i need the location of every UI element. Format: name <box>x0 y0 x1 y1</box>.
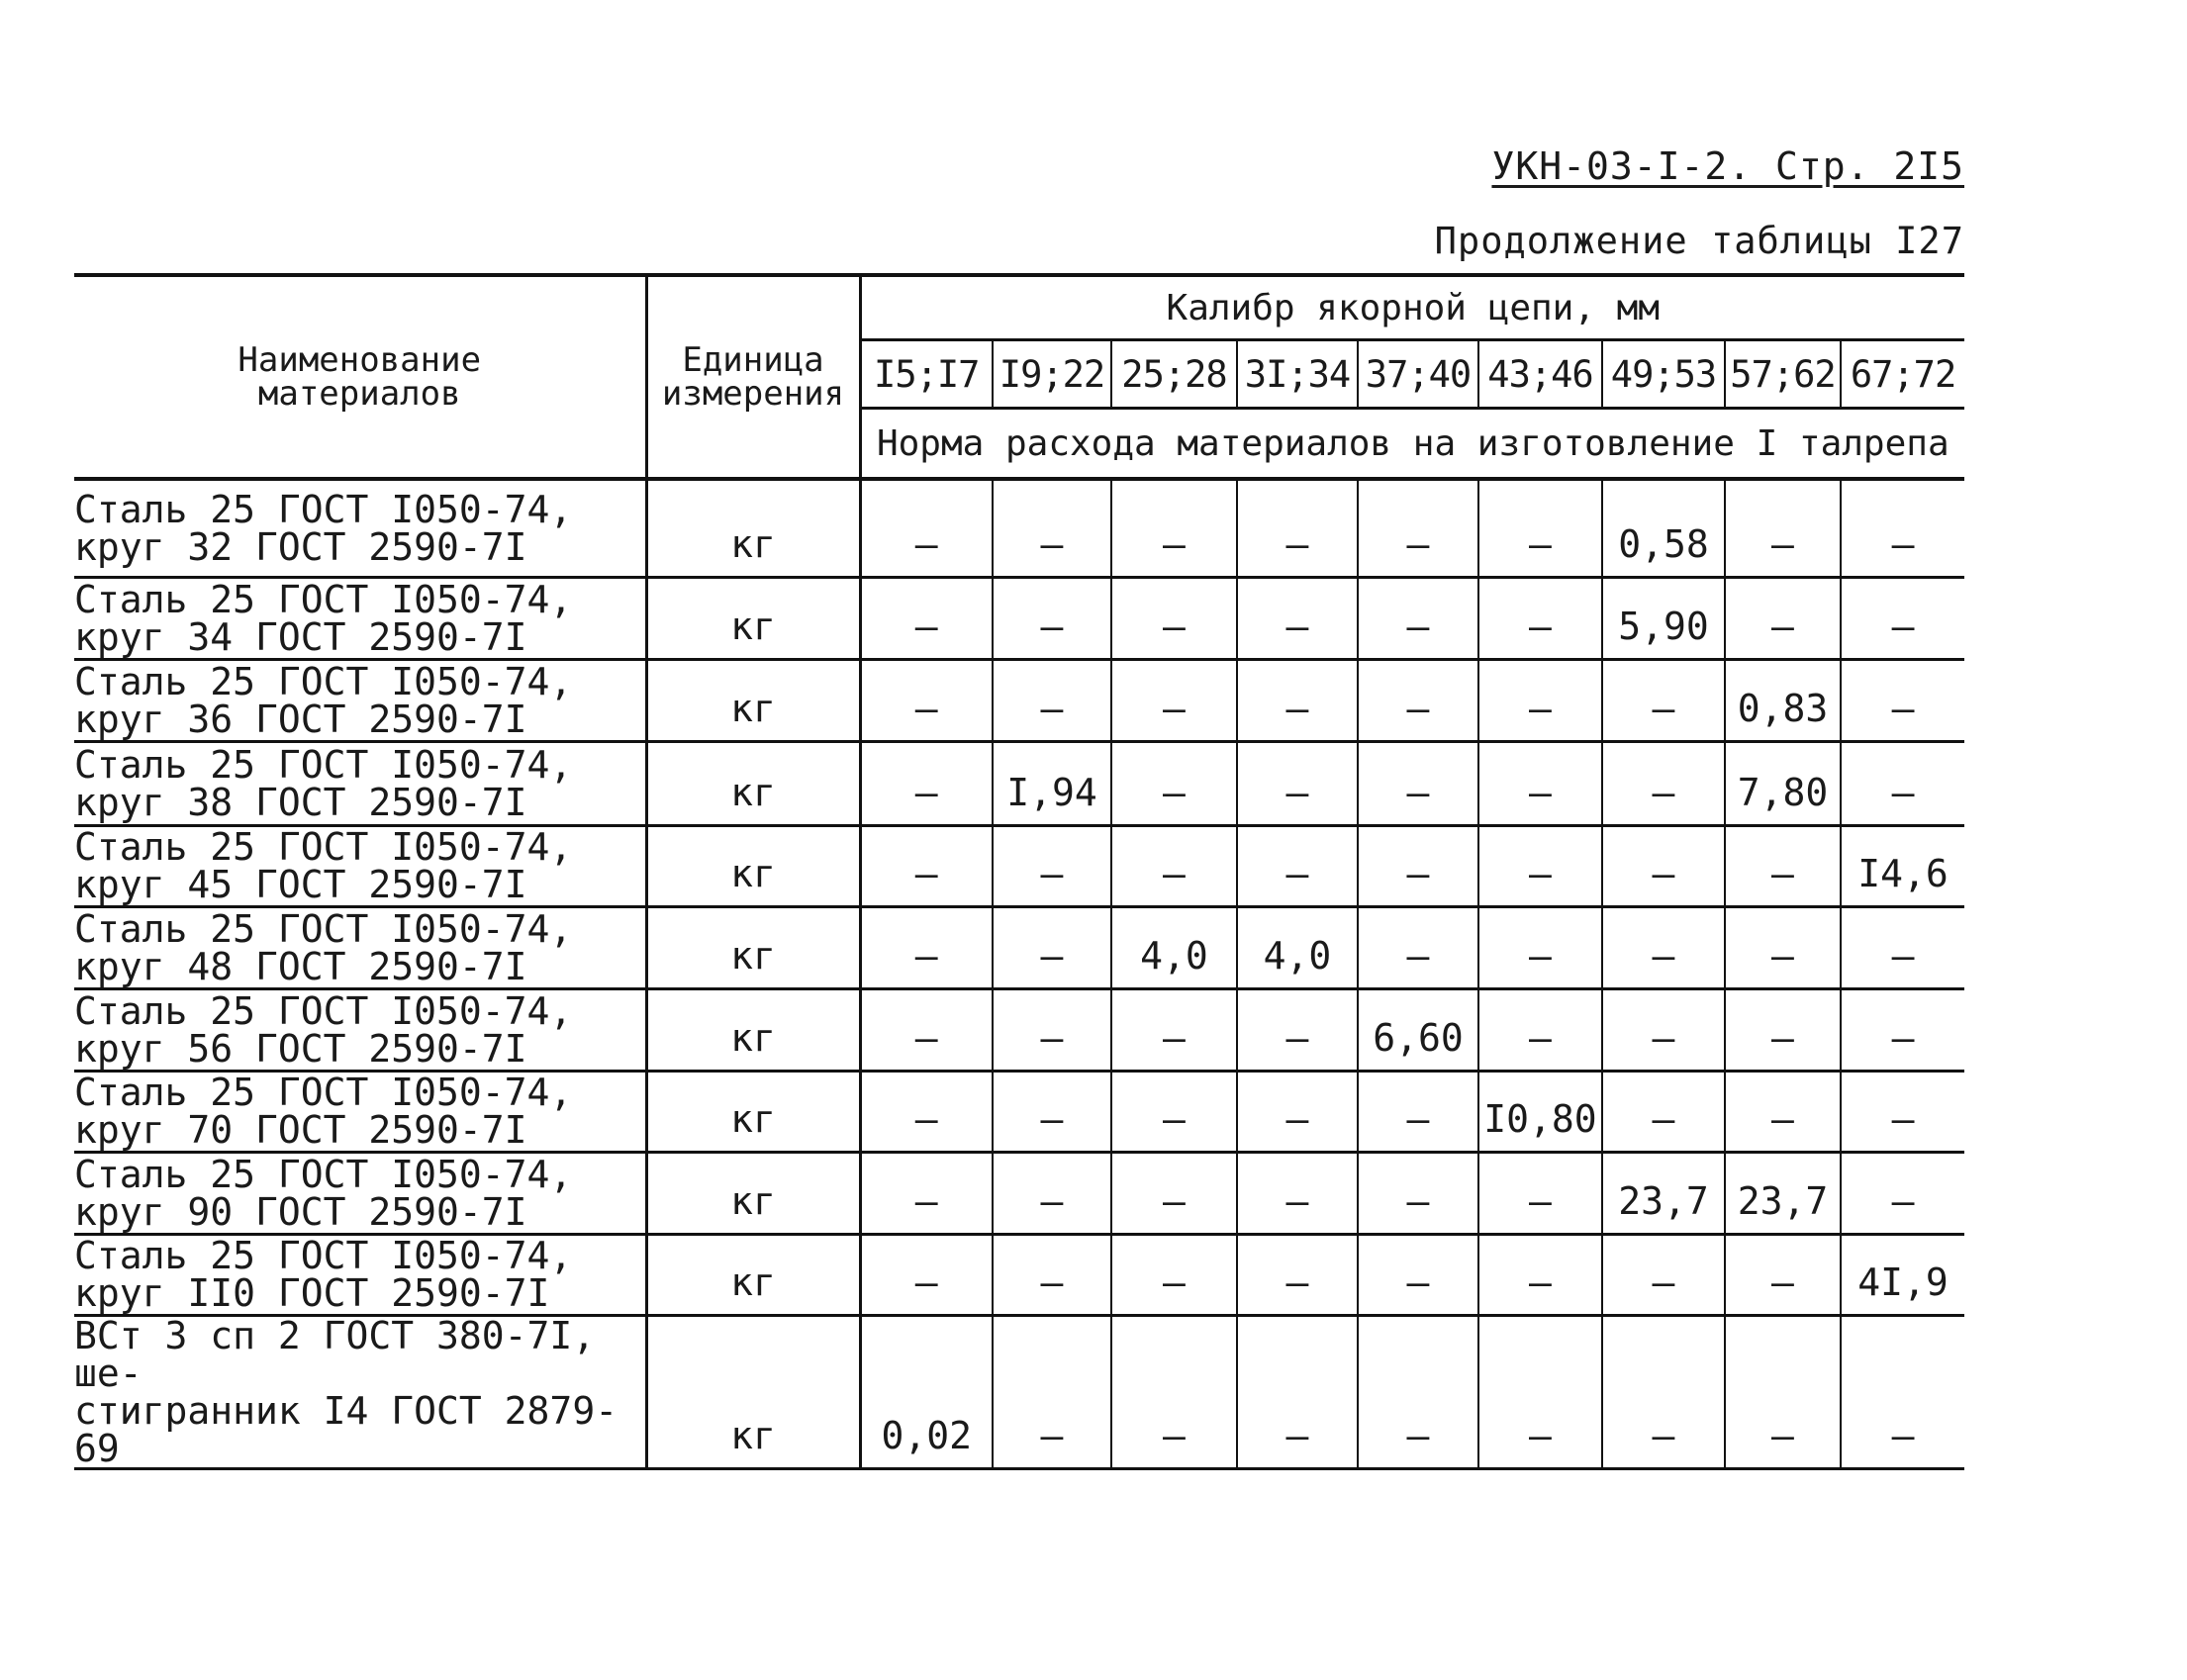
norm-value-cell: – <box>993 988 1111 1071</box>
norm-value-cell: – <box>993 1152 1111 1234</box>
norm-value-cell: – <box>1841 1152 1964 1234</box>
caliber-size-header: 43;46 <box>1478 340 1602 409</box>
unit-cell: кг <box>646 988 860 1071</box>
norm-value-cell: – <box>993 906 1111 988</box>
norm-value-cell: – <box>1841 988 1964 1071</box>
norm-value-cell: – <box>1358 825 1478 906</box>
unit-cell: кг <box>646 1071 860 1152</box>
document-reference: УКН-03-I-2. Стр. 2I5 <box>1491 144 1964 188</box>
table-row <box>74 988 1964 1071</box>
norm-value-cell: – <box>1841 1071 1964 1152</box>
unit-cell: кг <box>646 825 860 906</box>
norm-value-cell: – <box>1725 1234 1841 1315</box>
norm-value-cell: – <box>860 659 993 741</box>
table-row <box>74 825 1964 906</box>
norm-value-cell: – <box>1725 1071 1841 1152</box>
norm-value-cell: 7,80 <box>1725 741 1841 825</box>
column-header-material: Наименование материалов <box>74 275 646 479</box>
norm-value-cell: – <box>1725 479 1841 577</box>
norm-value-cell: I4,6 <box>1841 825 1964 906</box>
unit-cell: кг <box>646 1315 860 1468</box>
norm-value-cell: – <box>1841 1315 1964 1468</box>
norm-value-cell: – <box>1725 1315 1841 1468</box>
unit-cell: кг <box>646 577 860 659</box>
norm-value-cell: – <box>1358 479 1478 577</box>
norm-value-cell: – <box>1358 1152 1478 1234</box>
norm-value-cell: – <box>1237 825 1358 906</box>
norm-value-cell: – <box>1602 659 1725 741</box>
material-name-cell: Сталь 25 ГОСТ I050-74, круг 36 ГОСТ 2590-7I <box>74 659 646 741</box>
table-row <box>74 1234 1964 1315</box>
norm-value-cell: 4I,9 <box>1841 1234 1964 1315</box>
norm-value-cell: – <box>1237 479 1358 577</box>
norm-value-cell: – <box>860 1152 993 1234</box>
material-name-cell: Сталь 25 ГОСТ I050-74, круг 56 ГОСТ 2590-7I <box>74 988 646 1071</box>
norm-value-cell: – <box>1111 659 1237 741</box>
norm-value-cell: – <box>1478 906 1602 988</box>
norm-value-cell: I,94 <box>993 741 1111 825</box>
norm-value-cell: – <box>860 988 993 1071</box>
norm-value-cell: – <box>1111 825 1237 906</box>
norm-value-cell: – <box>1358 906 1478 988</box>
norm-value-cell: – <box>1478 659 1602 741</box>
caliber-size-header: I5;I7 <box>860 340 993 409</box>
norm-value-cell: – <box>1111 1152 1237 1234</box>
unit-cell: кг <box>646 1152 860 1234</box>
caliber-size-header: 25;28 <box>1111 340 1237 409</box>
caliber-size-header: 67;72 <box>1841 340 1964 409</box>
norm-value-cell: – <box>1478 1315 1602 1468</box>
norm-value-cell: – <box>1111 1071 1237 1152</box>
norm-value-cell: – <box>1358 1234 1478 1315</box>
caliber-size-header: 49;53 <box>1602 340 1725 409</box>
norm-value-cell: – <box>993 479 1111 577</box>
table-row <box>74 906 1964 988</box>
column-group-header-caliber: Калибр якорной цепи, мм <box>860 275 1964 340</box>
norm-value-cell: 23,7 <box>1725 1152 1841 1234</box>
table-row <box>74 479 1964 577</box>
norm-value-cell: – <box>1725 577 1841 659</box>
norm-value-cell: – <box>860 741 993 825</box>
norm-value-cell: – <box>993 1315 1111 1468</box>
norm-value-cell: – <box>1602 1071 1725 1152</box>
norm-value-cell: – <box>1602 1315 1725 1468</box>
norm-value-cell: – <box>1358 741 1478 825</box>
norm-value-cell: – <box>1237 659 1358 741</box>
norm-value-cell: 4,0 <box>1237 906 1358 988</box>
norm-value-cell: – <box>1478 479 1602 577</box>
norm-value-cell: – <box>1111 479 1237 577</box>
norm-value-cell: – <box>860 906 993 988</box>
norm-value-cell: – <box>1237 741 1358 825</box>
norm-value-cell: – <box>1111 1234 1237 1315</box>
norm-value-cell: – <box>1478 1234 1602 1315</box>
unit-cell: кг <box>646 659 860 741</box>
material-name-cell: ВСт 3 сп 2 ГОСТ 380-7I, ше- стигранник I4 ГОСТ 2879-69 <box>74 1315 646 1468</box>
table-row <box>74 1315 1964 1468</box>
table-continuation-caption: Продолжение таблицы I27 <box>1434 220 1964 262</box>
norm-value-cell: 0,83 <box>1725 659 1841 741</box>
norm-value-cell: – <box>1478 1152 1602 1234</box>
norm-value-cell: – <box>1358 1315 1478 1468</box>
norm-value-cell: – <box>1237 1152 1358 1234</box>
material-name-cell: Сталь 25 ГОСТ I050-74, круг 70 ГОСТ 2590-7I <box>74 1071 646 1152</box>
material-name-cell: Сталь 25 ГОСТ I050-74, круг 48 ГОСТ 2590-7I <box>74 906 646 988</box>
material-name-cell: Сталь 25 ГОСТ I050-74, круг 45 ГОСТ 2590-7I <box>74 825 646 906</box>
norm-value-cell: – <box>1725 906 1841 988</box>
norm-value-cell: – <box>860 825 993 906</box>
norm-value-cell: – <box>860 577 993 659</box>
norm-value-cell: – <box>993 659 1111 741</box>
norm-value-cell: – <box>1841 577 1964 659</box>
norm-value-cell: – <box>1111 988 1237 1071</box>
norm-value-cell: I0,80 <box>1478 1071 1602 1152</box>
norm-value-cell: – <box>1602 741 1725 825</box>
norm-value-cell: – <box>1478 988 1602 1071</box>
norm-value-cell: – <box>1111 577 1237 659</box>
norm-value-cell: – <box>1478 825 1602 906</box>
norm-value-cell: – <box>1841 659 1964 741</box>
norm-value-cell: – <box>860 479 993 577</box>
norm-value-cell: – <box>1602 906 1725 988</box>
material-name-cell: Сталь 25 ГОСТ I050-74, круг 90 ГОСТ 2590-7I <box>74 1152 646 1234</box>
norm-value-cell: – <box>1358 659 1478 741</box>
norm-value-cell: 5,90 <box>1602 577 1725 659</box>
table-row <box>74 1152 1964 1234</box>
norm-value-cell: – <box>1111 1315 1237 1468</box>
norm-value-cell: – <box>1237 988 1358 1071</box>
norm-value-cell: – <box>1478 741 1602 825</box>
material-name-cell: Сталь 25 ГОСТ I050-74, круг 34 ГОСТ 2590-7I <box>74 577 646 659</box>
material-name-cell: Сталь 25 ГОСТ I050-74, круг 38 ГОСТ 2590-7I <box>74 741 646 825</box>
caliber-size-header: 3I;34 <box>1237 340 1358 409</box>
table-row <box>74 741 1964 825</box>
norm-value-cell: – <box>1358 577 1478 659</box>
norm-value-cell: 23,7 <box>1602 1152 1725 1234</box>
table-row <box>74 1071 1964 1152</box>
material-name-cell: Сталь 25 ГОСТ I050-74, круг 32 ГОСТ 2590-7I <box>74 479 646 577</box>
norm-value-cell: – <box>1237 1315 1358 1468</box>
norm-value-cell: – <box>860 1234 993 1315</box>
column-header-unit: Единица измерения <box>646 275 860 479</box>
norm-value-cell: – <box>993 577 1111 659</box>
table-row <box>74 659 1964 741</box>
norm-value-cell: – <box>1111 741 1237 825</box>
norm-value-cell: – <box>1841 479 1964 577</box>
norm-value-cell: 6,60 <box>1358 988 1478 1071</box>
norm-value-cell: – <box>1725 988 1841 1071</box>
norm-value-cell: 0,58 <box>1602 479 1725 577</box>
norm-value-cell: – <box>1237 1071 1358 1152</box>
unit-cell: кг <box>646 1234 860 1315</box>
norm-value-cell: – <box>993 825 1111 906</box>
norm-value-cell: – <box>1478 577 1602 659</box>
norm-subheader: Норма расхода материалов на изготовление I талрепа <box>860 409 1964 480</box>
norm-value-cell: – <box>1725 825 1841 906</box>
caliber-size-header: I9;22 <box>993 340 1111 409</box>
norm-value-cell: – <box>1841 906 1964 988</box>
norm-value-cell: – <box>1841 741 1964 825</box>
material-name-cell: Сталь 25 ГОСТ I050-74, круг II0 ГОСТ 2590-7I <box>74 1234 646 1315</box>
norm-value-cell: – <box>1237 1234 1358 1315</box>
norm-value-cell: – <box>1602 825 1725 906</box>
table-row <box>74 577 1964 659</box>
norm-value-cell: – <box>1602 988 1725 1071</box>
caliber-size-header: 57;62 <box>1725 340 1841 409</box>
unit-cell: кг <box>646 479 860 577</box>
norm-value-cell: – <box>993 1071 1111 1152</box>
norm-value-cell: 4,0 <box>1111 906 1237 988</box>
material-norms-table <box>74 273 1964 1470</box>
unit-cell: кг <box>646 741 860 825</box>
norm-value-cell: – <box>993 1234 1111 1315</box>
norm-value-cell: – <box>1358 1071 1478 1152</box>
norm-value-cell: – <box>1602 1234 1725 1315</box>
caliber-size-header: 37;40 <box>1358 340 1478 409</box>
norm-value-cell: 0,02 <box>860 1315 993 1468</box>
unit-cell: кг <box>646 906 860 988</box>
norm-value-cell: – <box>860 1071 993 1152</box>
norm-value-cell: – <box>1237 577 1358 659</box>
